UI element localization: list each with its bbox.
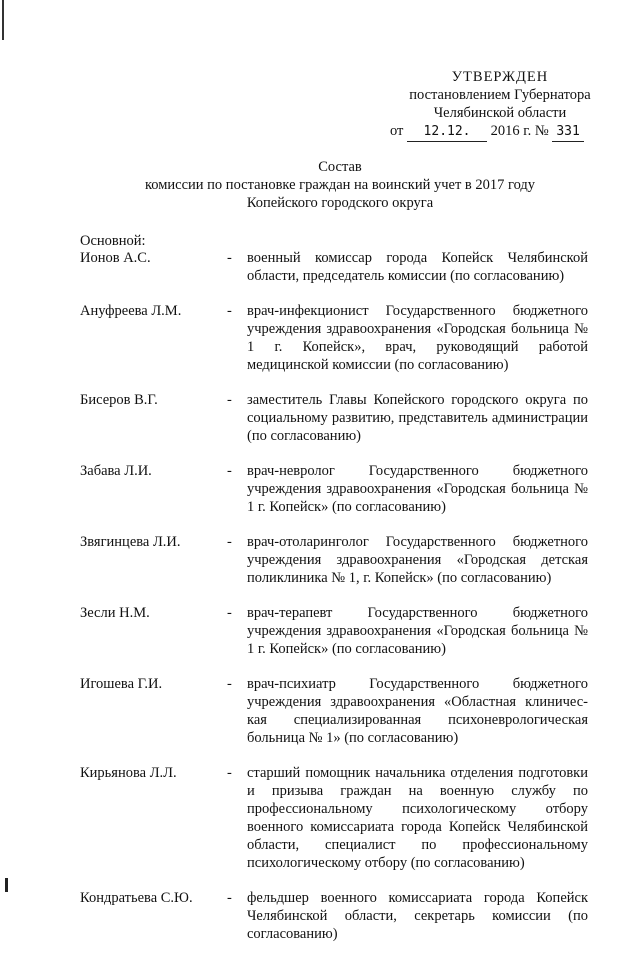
member-name: Ионов А.С. (80, 250, 151, 266)
member-row (80, 302, 588, 374)
section-label: Основной: (80, 233, 146, 249)
member-row (80, 764, 588, 872)
member-row (80, 462, 588, 516)
member-name: Кирьянова Л.Л. (80, 765, 177, 781)
scan-edge-mark (2, 0, 4, 40)
handwritten-date: 12.12. (407, 123, 487, 142)
heading-line-2: комиссии по постановке граждан на воинский учет в 2017 году (144, 177, 536, 193)
member-dash: - (227, 463, 232, 479)
document-heading (60, 158, 620, 212)
member-name: Звягинцева Л.И. (80, 534, 181, 550)
member-role: врач-невролог Государственного бюджетного учреждения здравоохранения «Городская больница № 1 г. Копейск» (по согласованию) (247, 463, 588, 515)
member-name: Игошева Г.И. (80, 676, 163, 692)
member-role: старший помощник начальника отделения подготовки и призыва граждан на военную службу по профессиональному психологическому отбору военного комиссариата города Копейск Челябинской области, специалист по профессиональному психологическому отбору (по согласованию) (247, 765, 588, 871)
member-role: фельдшер военного комиссариата города Копейск Челябинской области, секретарь комиссии (по согласованию) (247, 890, 588, 942)
approval-block (385, 68, 615, 142)
member-dash: - (227, 890, 232, 906)
date-year: 2016 г. № (490, 123, 549, 139)
member-name: Забава Л.И. (80, 463, 152, 479)
member-row (80, 249, 588, 285)
member-dash: - (227, 250, 232, 266)
member-role: врач-отоларинголог Государственного бюджетного учреждения здравоохранения «Городская детская поликлиника № 1, г. Копейск» (по согласованию) (247, 534, 588, 586)
member-role: военный комиссар города Копейск Челябинской области, председатель комиссии (по согласованию) (247, 250, 588, 284)
member-dash: - (227, 605, 232, 621)
date-prefix: от (390, 123, 404, 139)
member-name: Зесли Н.М. (80, 605, 150, 621)
member-dash: - (227, 534, 232, 550)
scan-edge-mark-bottom (5, 878, 8, 892)
member-row (80, 533, 588, 587)
member-dash: - (227, 303, 232, 319)
approval-date-line (385, 122, 615, 142)
member-dash: - (227, 765, 232, 781)
member-row (80, 391, 588, 445)
member-row (80, 889, 588, 943)
approval-title: УТВЕРЖДЕН (451, 69, 549, 85)
member-row (80, 604, 588, 658)
handwritten-number: 331 (552, 123, 583, 142)
member-dash: - (227, 676, 232, 692)
member-role: врач-психиатр Государственного бюджетного учреждения здравоохранения «Областная клиничес-кая специализированная психоневрологическая больница № 1» (по согласованию) (247, 676, 588, 746)
heading-line-1: Состав (318, 159, 362, 175)
heading-line-3: Копейского городского округа (246, 195, 434, 211)
member-role: врач-инфекционист Государственного бюджетного учреждения здравоохранения «Городская больница № 1 г. Копейск», врач, руководящий работой медицинской комиссии (по согласованию) (247, 303, 588, 373)
member-role: врач-терапевт Государственного бюджетного учреждения здравоохранения «Городская больница № 1 г. Копейск» (по согласованию) (247, 605, 588, 657)
member-name: Кондратьева С.Ю. (80, 890, 193, 906)
member-name: Ануфреева Л.М. (80, 303, 182, 319)
member-dash: - (227, 392, 232, 408)
approval-line-1: постановлением Губернатора (409, 87, 591, 103)
member-name: Бисеров В.Г. (80, 392, 158, 408)
member-list (80, 249, 588, 960)
member-row (80, 675, 588, 747)
approval-line-2: Челябинской области (433, 105, 567, 121)
member-role: заместитель Главы Копейского городского округа по социальному развитию, представитель администрации (по согласованию) (247, 392, 588, 444)
